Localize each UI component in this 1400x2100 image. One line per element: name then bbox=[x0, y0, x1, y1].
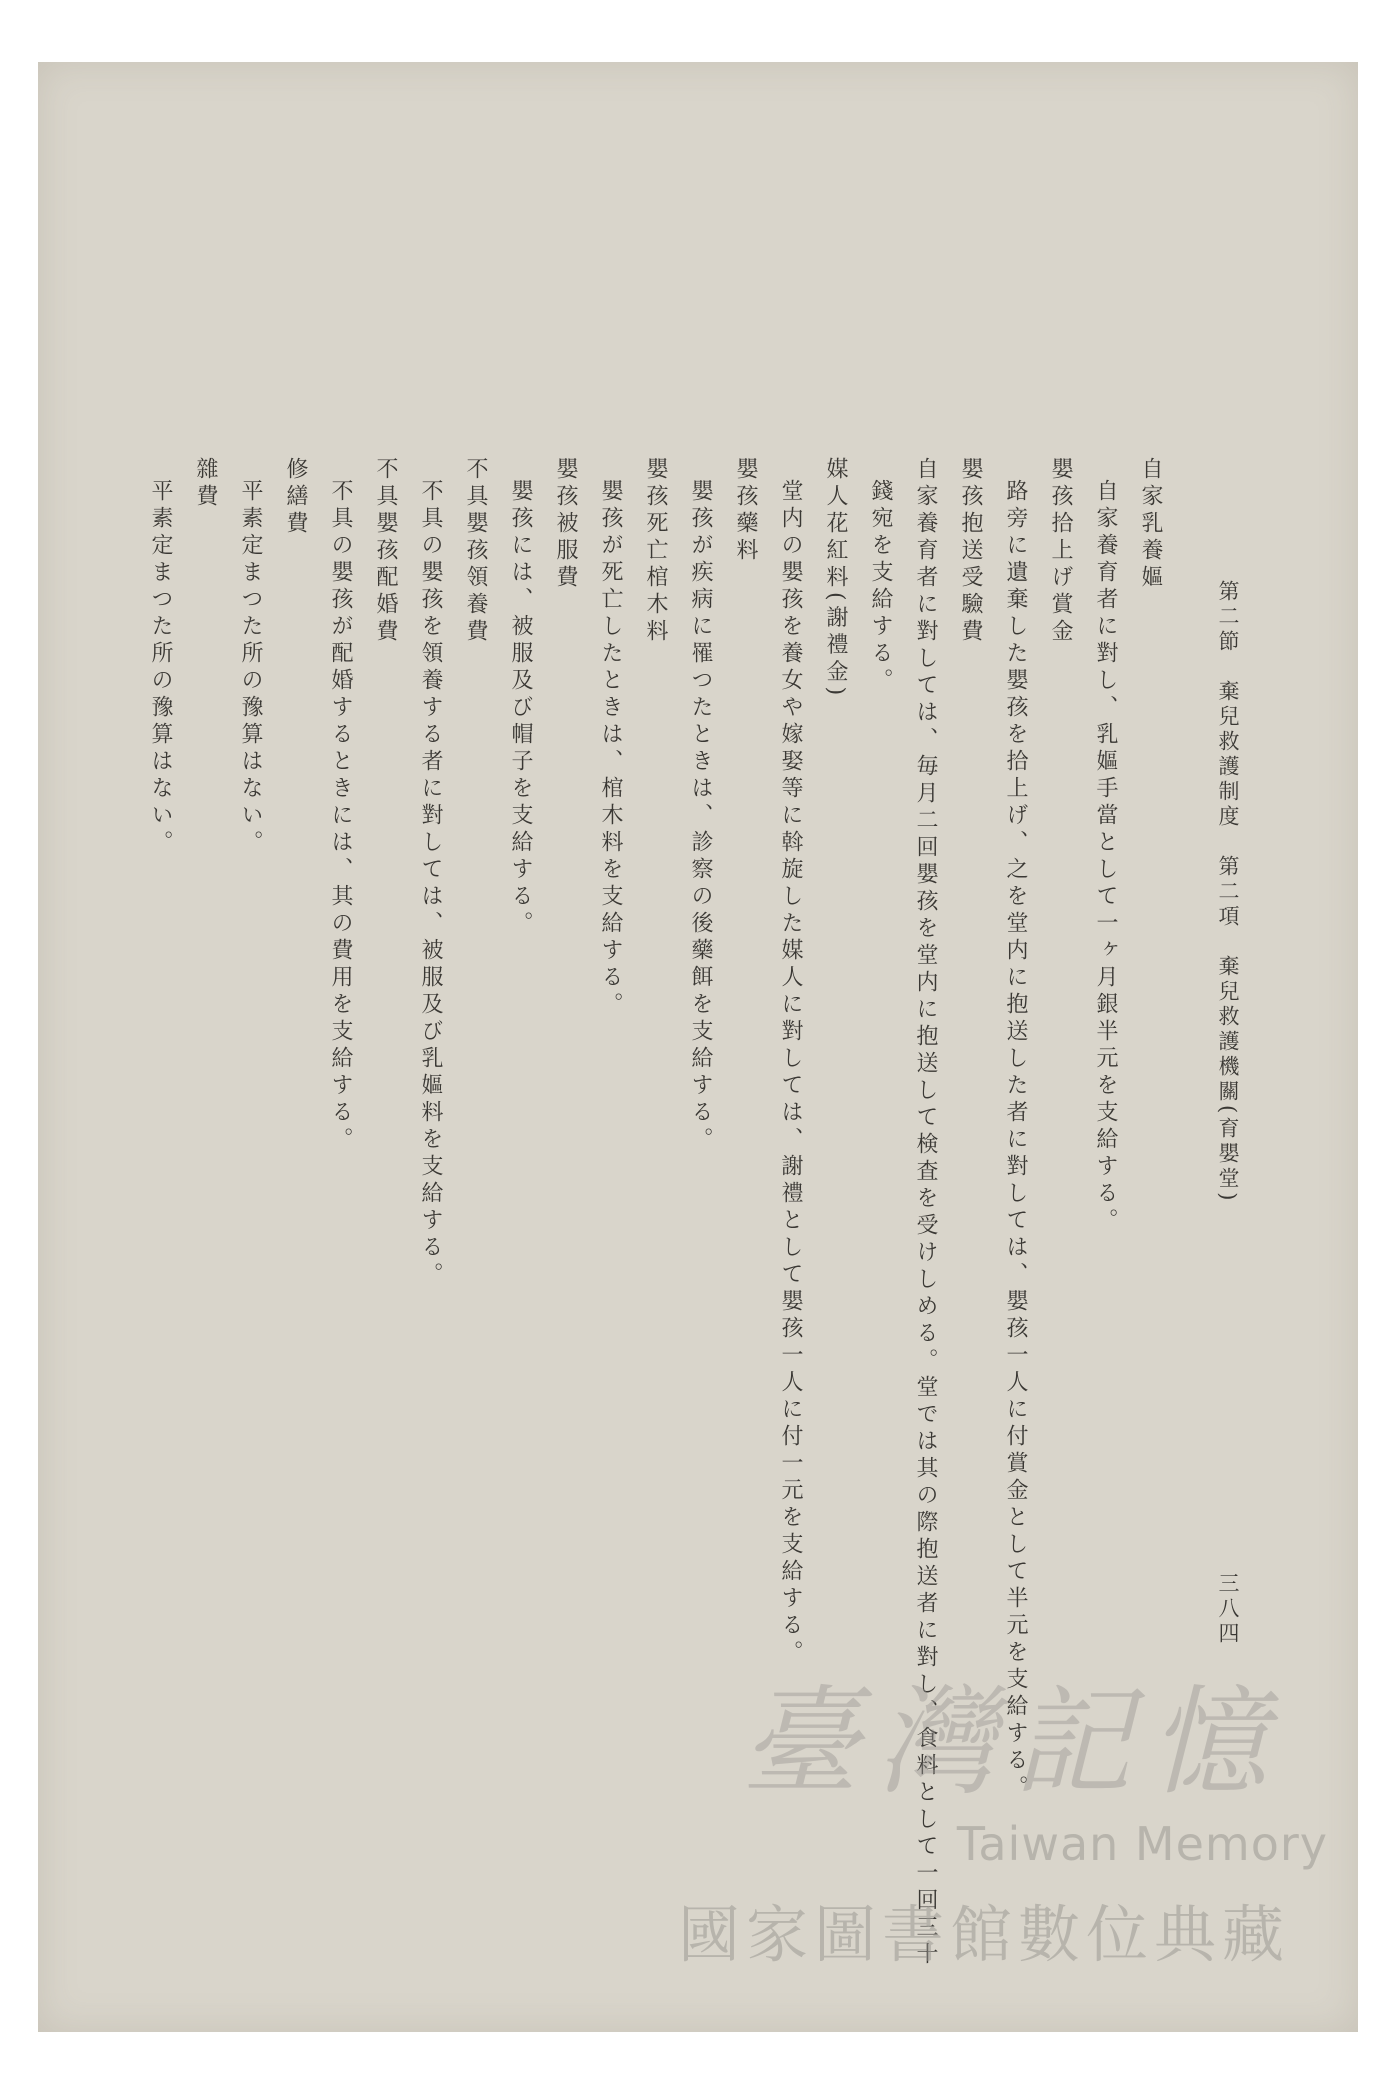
body-line: 修繕費 bbox=[283, 457, 308, 538]
body-line: 平素定まつた所の豫算はない。 bbox=[148, 479, 173, 857]
body-line: 嬰孩拾上げ賞金 bbox=[1048, 457, 1073, 646]
body-line: 嬰孩が死亡したときは、棺木料を支給する。 bbox=[598, 479, 623, 1019]
body-line: 嬰孩抱送受驗費 bbox=[958, 457, 983, 646]
watermark-subtitle: Taiwan Memory bbox=[956, 1817, 1328, 1871]
body-line: 嬰孩死亡棺木料 bbox=[643, 457, 668, 646]
body-line: 媒人花紅料(謝禮金) bbox=[823, 457, 848, 701]
body-line: 堂内の嬰孩を養女や嫁娶等に斡旋した媒人に對しては、謝禮として嬰孩一人に付一元を支給する。 bbox=[778, 479, 803, 1667]
body-line: 嬰孩藥料 bbox=[733, 457, 758, 565]
body-line: 自家乳養嫗 bbox=[1138, 457, 1163, 592]
scanned-page bbox=[38, 62, 1358, 2032]
body-line: 自家養育者に對しては、毎月二回嬰孩を堂内に抱送して検査を受けしめる。堂では其の際抱送者に對し、食料として一回三十 bbox=[913, 457, 938, 1969]
body-line: 路旁に遺棄した嬰孩を拾上げ、之を堂内に抱送した者に對しては、嬰孩一人に付賞金として半元を支給する。 bbox=[1003, 479, 1028, 1802]
body-line: 不具の嬰孩を領養する者に對しては、被服及び乳嫗料を支給する。 bbox=[418, 479, 443, 1289]
watermark-title: 臺灣記憶 bbox=[740, 1673, 1285, 1811]
body-line: 平素定まつた所の豫算はない。 bbox=[238, 479, 263, 857]
body-line: 不具嬰孩配婚費 bbox=[373, 457, 398, 646]
body-text bbox=[138, 457, 1173, 1969]
body-line: 嬰孩が疾病に罹つたときは、診察の後藥餌を支給する。 bbox=[688, 479, 713, 1154]
body-line: 雜費 bbox=[193, 457, 218, 511]
body-line: 不具の嬰孩が配婚するときには、其の費用を支給する。 bbox=[328, 479, 353, 1154]
body-line: 嬰孩被服費 bbox=[553, 457, 578, 592]
running-head: 第二節 棄兒救護制度 第二項 棄兒救護機關(育嬰堂) bbox=[1216, 580, 1240, 1205]
body-line: 嬰孩には、被服及び帽子を支給する。 bbox=[508, 479, 533, 938]
page-number: 三八四 bbox=[1216, 1572, 1240, 1647]
body-line: 不具嬰孩領養費 bbox=[463, 457, 488, 646]
watermark-organization: 國家圖書館數位典藏 bbox=[678, 1898, 1291, 1971]
body-line: 自家養育者に對し、乳嫗手當として一ヶ月銀半元を支給する。 bbox=[1093, 479, 1118, 1235]
body-line: 錢宛を支給する。 bbox=[868, 479, 893, 695]
